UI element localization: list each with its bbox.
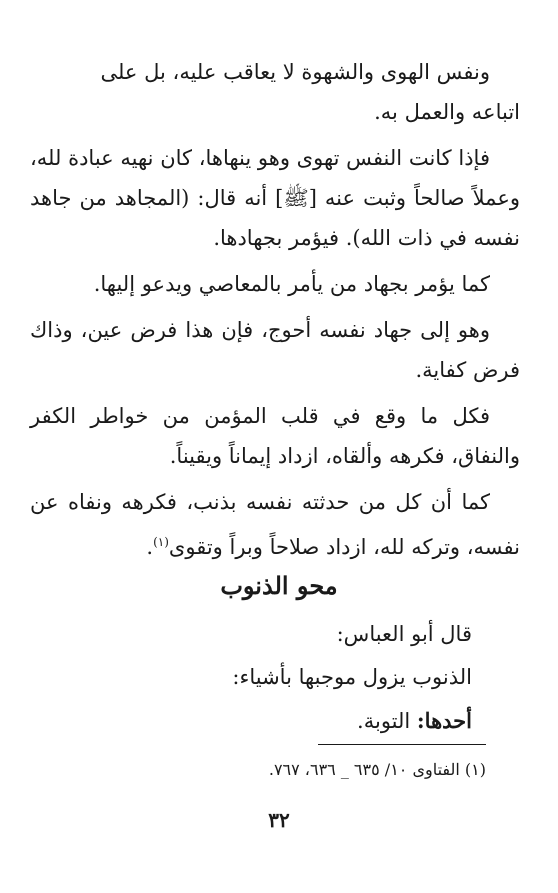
footnote-reference: (١) [153, 535, 169, 549]
paragraph-4: وهو إلى جهاد نفسه أحوج، فإن هذا فرض عين، وذاك فرض كفاية. [30, 318, 520, 382]
paragraph-6 [30, 482, 520, 567]
section-heading: محو الذنوب [220, 571, 338, 600]
section-text [30, 613, 472, 743]
section-line-3 [30, 699, 472, 743]
footnote-divider [318, 744, 486, 745]
paragraph-2: فإذا كانت النفس تهوى وهو ينهاها، كان نهيه عبادة لله، وعملاً صالحاً وثبت عنه [ﷺ] أنه قال: (المجاهد من جاهد نفسه في ذات الله). فيؤمر بجهادها. [30, 146, 520, 250]
section-line-2: الذنوب يزول موجبها بأشياء: [232, 665, 472, 689]
body-text [30, 52, 520, 573]
paragraph-1-line-1: ونفس الهوى والشهوة لا يعاقب عليه، بل على [100, 60, 490, 84]
paragraph-3: كما يؤمر بجهاد من يأمر بالمعاصي ويدعو إليها. [93, 272, 490, 296]
paragraph-1-line-2: اتباعه والعمل به. [374, 100, 520, 124]
section-line-3-rest: التوبة. [357, 709, 417, 733]
paragraph-6-end: . [146, 535, 154, 559]
section-line-3-bold: أحدها: [416, 708, 472, 733]
paragraph-6-text: كما أن كل من حدثته نفسه بذنب، فكرهه ونفاه عن نفسه، وتركه لله، ازداد صلاحاً وبراً وتقوى [30, 490, 520, 559]
paragraph-5: فكل ما وقع في قلب المؤمن من خواطر الكفر والنفاق، فكرهه وألقاه، ازداد إيماناً ويقيناً. [30, 404, 520, 468]
page-number: ٣٢ [268, 808, 290, 832]
section-line-1: قال أبو العباس: [336, 622, 472, 646]
footnote: (١) الفتاوى ١٠/ ٦٣٥ _ ٦٣٦، ٧٦٧. [268, 760, 486, 779]
